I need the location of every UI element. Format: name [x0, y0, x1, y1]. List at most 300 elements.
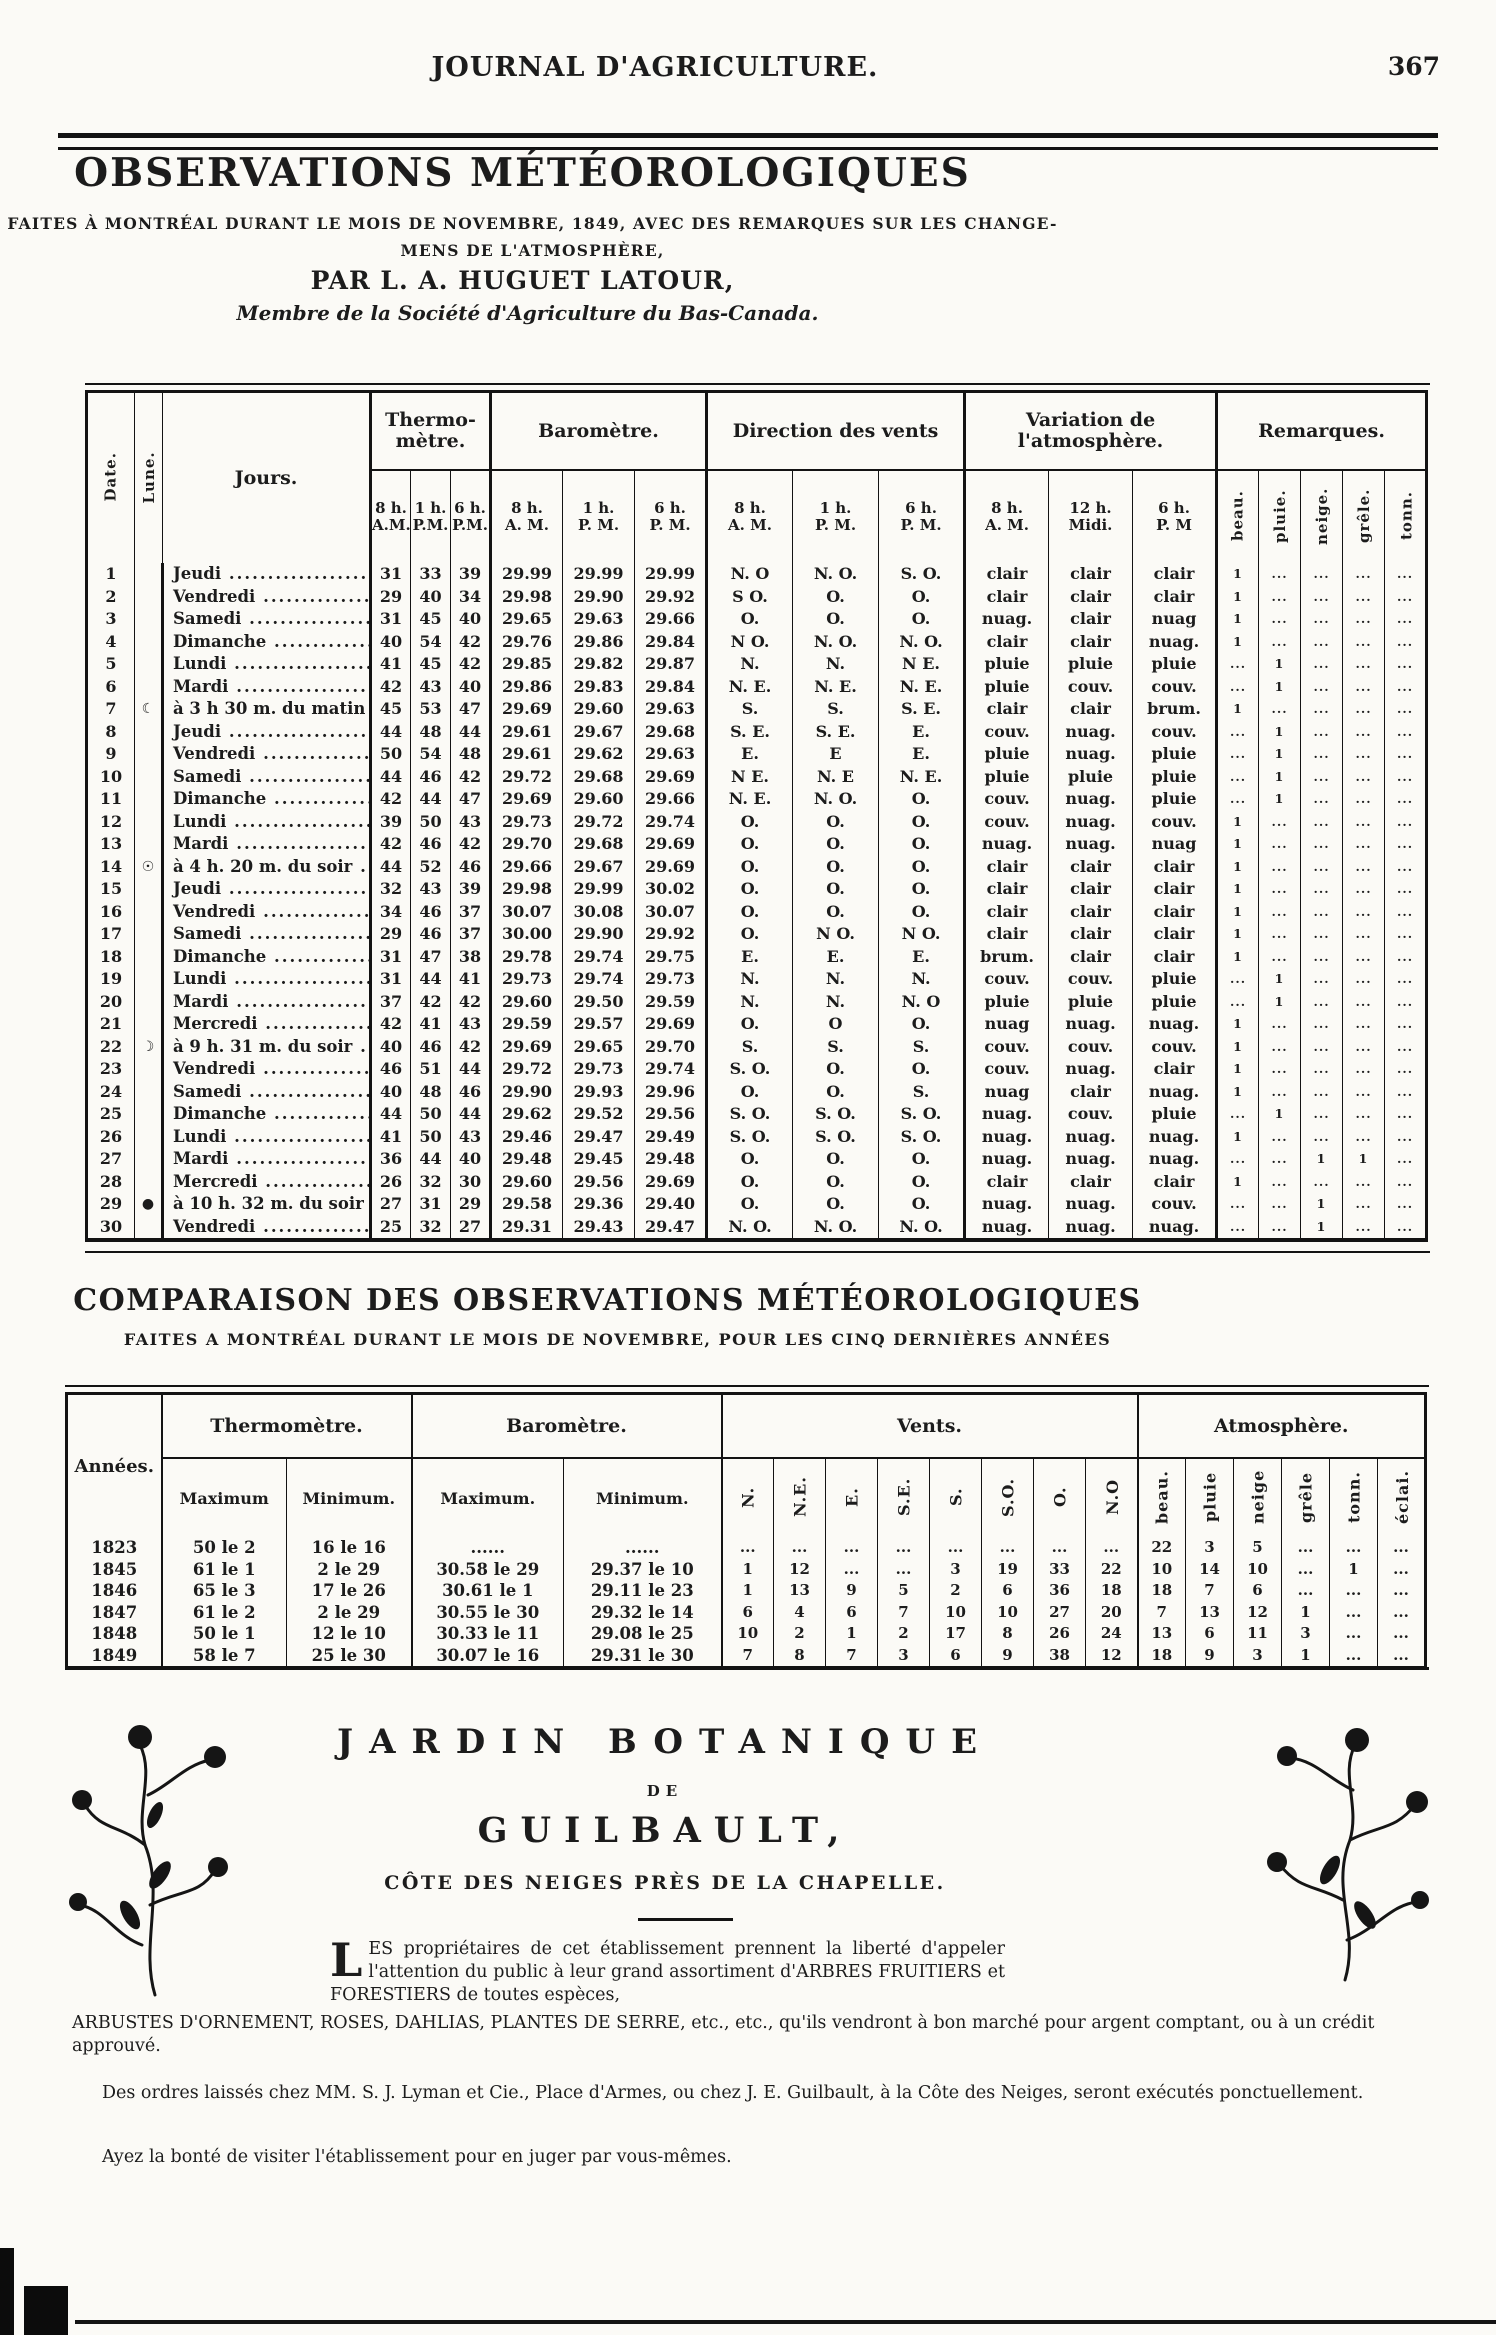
table-cell: pluie: [965, 653, 1049, 676]
table-cell: clair: [1133, 923, 1217, 946]
time-column-header: 8 h. A. M.: [707, 470, 793, 563]
table-cell: nuag: [1133, 833, 1217, 856]
time-column-header: 6 h. P. M.: [635, 470, 707, 563]
table-row: [87, 1013, 1427, 1036]
table-cell: 30.07 le 16: [412, 1645, 564, 1669]
table-cell: ...: [1343, 1058, 1385, 1081]
table-cell: 29.56: [635, 1103, 707, 1126]
table-row: [87, 676, 1427, 699]
table-cell: 29.66: [635, 788, 707, 811]
table-cell: 8: [774, 1645, 826, 1669]
table-cell: N E.: [879, 653, 965, 676]
table-cell: clair: [1133, 946, 1217, 969]
time-column-header: 8 h. A. M.: [491, 470, 563, 563]
time-column-header: 8 h. A.M.: [372, 499, 411, 534]
table-cell: ...: [1343, 676, 1385, 699]
table-cell: 50 le 1: [162, 1623, 287, 1645]
table-row: [87, 991, 1427, 1014]
table-cell: 27: [371, 1193, 411, 1216]
table-cell: 31: [411, 1193, 451, 1216]
table-cell: 28: [99, 1171, 123, 1191]
table-cell: 12: [1234, 1602, 1282, 1624]
table-cell: clair: [965, 698, 1049, 721]
table-cell: ...: [1259, 856, 1301, 879]
table-cell: 7: [722, 1645, 774, 1669]
table-cell: N.: [879, 968, 965, 991]
table-bottom-rule: [85, 1251, 1430, 1253]
table-cell: 29.74: [635, 1058, 707, 1081]
table-cell: ...: [1301, 586, 1343, 609]
table-cell: 42: [451, 833, 491, 856]
table-cell: couv.: [965, 721, 1049, 744]
table-cell: 29.62: [491, 1103, 563, 1126]
rotated-column-header: pluie: [1186, 1458, 1234, 1537]
table-cell: O.: [793, 901, 879, 924]
table-cell: [135, 721, 163, 744]
table-cell: 3: [1186, 1537, 1234, 1559]
table-cell: Vendredi .....: [163, 743, 371, 766]
table-cell: 29.69: [635, 856, 707, 879]
rotated-column-header: N.E.: [774, 1458, 826, 1537]
table-cell: 41: [371, 1126, 411, 1149]
table-cell: [135, 676, 163, 699]
table-cell: 61 le 1: [162, 1559, 287, 1581]
table-cell: ...: [1378, 1645, 1426, 1669]
table-cell: 29.92: [635, 586, 707, 609]
rotated-column-header: S.E.: [878, 1458, 930, 1537]
table-cell: 42: [451, 991, 491, 1014]
table-cell: couv.: [1133, 1193, 1217, 1216]
table-cell: 16 le 16: [287, 1537, 412, 1559]
table-cell: ...: [1330, 1537, 1378, 1559]
column-header: Minimum.: [564, 1458, 722, 1537]
table-row: [87, 1193, 1427, 1216]
table-cell: 44: [451, 1103, 491, 1126]
table-cell: ...: [1343, 698, 1385, 721]
table-cell: clair: [1133, 856, 1217, 879]
ad-intro-paragraph: [330, 1933, 1005, 2007]
table-cell: 46: [411, 766, 451, 789]
table-cell: pluie: [965, 991, 1049, 1014]
table-cell: ...: [1301, 721, 1343, 744]
table-cell: O.: [879, 856, 965, 879]
table-cell: 14: [1186, 1559, 1234, 1581]
table-cell: 8: [105, 721, 117, 741]
table-cell: 29.32 le 14: [564, 1602, 722, 1624]
table-cell: [135, 901, 163, 924]
table-cell: ...: [1343, 1126, 1385, 1149]
table-cell: N.: [793, 653, 879, 676]
table-cell: 4: [774, 1602, 826, 1624]
table-cell: 40: [371, 631, 411, 654]
table-cell: 29.68: [635, 721, 707, 744]
table-cell: ...: [1301, 1013, 1343, 1036]
table-cell: 40: [411, 586, 451, 609]
table-cell: nuag.: [1133, 1013, 1217, 1036]
table-cell: 29.78: [491, 946, 563, 969]
table-cell: clair: [1133, 586, 1217, 609]
table-cell: ...: [1385, 788, 1427, 811]
table-cell: Mercredi .....: [163, 1013, 371, 1036]
table-cell: ...: [1385, 901, 1427, 924]
table-cell: [135, 608, 163, 631]
atmosphere-group-header: Atmosphère.: [1138, 1394, 1426, 1459]
table-cell: clair: [1049, 1081, 1133, 1104]
table-row: [87, 586, 1427, 609]
table-cell: 29.83: [563, 676, 635, 699]
table-cell: S.: [707, 698, 793, 721]
table-cell: O.: [879, 1171, 965, 1194]
table-cell: ...: [1301, 1058, 1343, 1081]
table-cell: 58 le 7: [162, 1645, 287, 1669]
table-cell: ...: [1301, 653, 1343, 676]
table-cell: 15: [99, 879, 123, 898]
table-cell: N. O.: [879, 631, 965, 654]
table-cell: ...: [1385, 563, 1427, 586]
table-cell: ...: [1259, 563, 1301, 586]
table-cell: 2: [878, 1623, 930, 1645]
table-cell: 29.69: [491, 788, 563, 811]
table-cell: Samedi .....: [163, 923, 371, 946]
rotated-column-header: tonn.: [1385, 470, 1427, 563]
table-cell: ...: [1385, 766, 1427, 789]
table-cell: 44: [451, 721, 491, 744]
table-cell: nuag.: [965, 1193, 1049, 1216]
group-header-row: [67, 1394, 1426, 1459]
table-cell: ...: [1301, 811, 1343, 834]
table-cell: à 9 h. 31 m. du soir .....: [163, 1036, 371, 1059]
table-cell: 29.57: [563, 1013, 635, 1036]
barometer-group-header: Baromètre.: [491, 392, 707, 471]
table-cell: clair: [1049, 878, 1133, 901]
table-cell: 29.08 le 25: [564, 1623, 722, 1645]
table-cell: 3: [1234, 1645, 1282, 1669]
column-header: Minimum.: [287, 1458, 412, 1537]
table-row: [87, 766, 1427, 789]
table-cell: 1: [1259, 766, 1301, 789]
table-cell: 29.63: [563, 608, 635, 631]
table-cell: 1846: [91, 1581, 138, 1600]
rotated-column-header: O.: [1034, 1458, 1086, 1537]
table-cell: 39: [451, 878, 491, 901]
table-cell: pluie: [965, 766, 1049, 789]
table-cell: ...: [1217, 1193, 1259, 1216]
table-cell: E.: [793, 946, 879, 969]
table-cell: 29.93: [563, 1081, 635, 1104]
table-cell: [135, 788, 163, 811]
table-cell: 1: [1217, 856, 1259, 879]
table-cell: pluie: [1049, 991, 1133, 1014]
table-cell: 29.67: [563, 721, 635, 744]
table-cell: 29.68: [563, 833, 635, 856]
table-cell: 32: [411, 1171, 451, 1194]
table-cell: 25: [99, 1104, 123, 1123]
table-cell: 53: [411, 698, 451, 721]
rotated-column-header: grêle: [1282, 1458, 1330, 1537]
table-cell: 42: [371, 1013, 411, 1036]
table-cell: 36: [371, 1148, 411, 1171]
table-cell: 1: [1259, 743, 1301, 766]
table-cell: ...: [1217, 766, 1259, 789]
time-column-header: 1 h. P. M.: [563, 470, 635, 563]
table-cell: N. E.: [879, 766, 965, 789]
table-cell: ...: [1301, 901, 1343, 924]
comparison-top-rule: [65, 1385, 1429, 1387]
table-cell: 29.62: [563, 743, 635, 766]
table-cell: S. O.: [879, 1103, 965, 1126]
table-cell: E.: [707, 946, 793, 969]
table-cell: E.: [707, 743, 793, 766]
rotated-column-header: neige.: [1301, 470, 1343, 563]
table-cell: 1: [1217, 586, 1259, 609]
table-cell: 10: [1138, 1559, 1186, 1581]
table-cell: ...: [1301, 788, 1343, 811]
table-cell: ...: [1301, 766, 1343, 789]
observations-table: [85, 390, 1428, 1242]
table-cell: clair: [1049, 608, 1133, 631]
table-cell: N. O.: [793, 788, 879, 811]
table-cell: ...: [1343, 1193, 1385, 1216]
table-cell: 1823: [91, 1538, 138, 1557]
table-cell: O.: [707, 1081, 793, 1104]
table-cell: ...: [1301, 1103, 1343, 1126]
table-cell: O.: [793, 586, 879, 609]
table-cell: 48: [411, 721, 451, 744]
table-cell: nuag.: [1133, 631, 1217, 654]
table-cell: 6: [930, 1645, 982, 1669]
table-row: [67, 1623, 1426, 1645]
table-cell: 9: [826, 1580, 878, 1602]
ad-continuation-paragraph: ARBUSTES D'ORNEMENT, ROSES, DAHLIAS, PLANTES DE SERRE, etc., etc., qu'ils vendront à bon marché pour argent comptant, ou à un crédit approuvé.: [72, 2013, 1375, 2056]
table-cell: 31: [371, 608, 411, 631]
table-cell: Samedi .....: [163, 766, 371, 789]
table-cell: couv.: [965, 1058, 1049, 1081]
table-cell: Mardi .....: [163, 1148, 371, 1171]
table-cell: ...: [1378, 1580, 1426, 1602]
ad-title: JARDIN BOTANIQUE: [337, 1722, 993, 1762]
table-cell: O.: [707, 1193, 793, 1216]
table-cell: [135, 563, 163, 586]
table-cell: brum.: [965, 946, 1049, 969]
variation-label-line2: l'atmosphère.: [1017, 430, 1164, 452]
table-cell: N. O.: [793, 1216, 879, 1241]
table-cell: 29.69: [635, 833, 707, 856]
table-cell: ...: [1385, 608, 1427, 631]
scan-artifact: [24, 2286, 68, 2335]
table-cell: 29.72: [491, 766, 563, 789]
thermometer-group-header: Thermomètre.: [162, 1394, 412, 1459]
lune-column-header: Lune.: [135, 392, 163, 564]
table-cell: 11: [99, 789, 123, 808]
table-cell: 10: [982, 1602, 1034, 1624]
table-cell: ...: [1259, 631, 1301, 654]
table-cell: S. E.: [707, 721, 793, 744]
table-cell: clair: [1049, 856, 1133, 879]
table-cell: 25 le 30: [287, 1645, 412, 1669]
table-cell: O.: [879, 878, 965, 901]
atmosphere-variation-group-header: [965, 392, 1217, 471]
table-cell: clair: [1133, 878, 1217, 901]
table-cell: couv.: [1133, 676, 1217, 699]
table-cell: 29.74: [563, 946, 635, 969]
table-cell: 31: [371, 563, 411, 586]
table-cell: 29.98: [491, 878, 563, 901]
table-cell: 29.69: [635, 1013, 707, 1036]
table-cell: ...: [1217, 676, 1259, 699]
table-cell: 10: [99, 766, 123, 786]
table-cell: ...: [1385, 1148, 1427, 1171]
table-cell: S.: [793, 1036, 879, 1059]
table-cell: ...: [1301, 743, 1343, 766]
table-cell: ...: [878, 1537, 930, 1559]
table-cell: 29.99: [563, 878, 635, 901]
table-cell: ...: [722, 1537, 774, 1559]
table-cell: ...: [1385, 1036, 1427, 1059]
table-cell: S. O.: [793, 1103, 879, 1126]
table-cell: couv.: [1049, 1103, 1133, 1126]
table-cell: 7: [1138, 1602, 1186, 1624]
table-cell: nuag: [965, 1081, 1049, 1104]
table-cell: 30.33 le 11: [412, 1623, 564, 1645]
table-cell: ...: [1385, 833, 1427, 856]
table-cell: Mardi .....: [163, 991, 371, 1014]
table-cell: ...: [1282, 1537, 1330, 1559]
table-cell: 30.07: [491, 901, 563, 924]
table-cell: O.: [879, 1013, 965, 1036]
table-cell: 42: [451, 766, 491, 789]
table-cell: 1: [1217, 1058, 1259, 1081]
table-cell: 29.60: [491, 991, 563, 1014]
table-cell: 12: [99, 811, 123, 831]
table-cell: ...: [1385, 1013, 1427, 1036]
table-cell: 20: [1086, 1602, 1138, 1624]
table-cell: Lundi .....: [163, 1126, 371, 1149]
table-cell: clair: [965, 563, 1049, 586]
table-cell: 29.69: [491, 1036, 563, 1059]
table-cell: 29.59: [635, 991, 707, 1014]
table-cell: ...: [1259, 1216, 1301, 1241]
table-cell: pluie: [1133, 653, 1217, 676]
table-cell: ...: [1217, 721, 1259, 744]
table-row: [87, 1148, 1427, 1171]
table-cell: 1: [1217, 923, 1259, 946]
table-cell: 10: [722, 1623, 774, 1645]
table-cell: clair: [1049, 631, 1133, 654]
table-cell: 1: [1217, 563, 1259, 586]
table-cell: [135, 1171, 163, 1194]
table-cell: 30.58 le 29: [412, 1559, 564, 1581]
table-cell: ...: [1217, 653, 1259, 676]
table-cell: 1847: [91, 1602, 138, 1622]
table-cell: 38: [451, 946, 491, 969]
table-cell: 13: [99, 834, 123, 853]
table-cell: 1849: [91, 1645, 138, 1665]
ad-divider: [638, 1918, 733, 1921]
table-cell: clair: [1049, 946, 1133, 969]
table-cell: 44: [371, 766, 411, 789]
table-cell: clair: [1133, 901, 1217, 924]
table-cell: ...: [1217, 788, 1259, 811]
table-row: [87, 1036, 1427, 1059]
table-cell: ...: [1259, 923, 1301, 946]
table-cell: 29.72: [491, 1058, 563, 1081]
table-cell: Jeudi .....: [163, 878, 371, 901]
table-cell: 1: [1259, 1103, 1301, 1126]
table-cell: O.: [793, 1058, 879, 1081]
table-cell: 2: [774, 1623, 826, 1645]
table-cell: 30.02: [635, 878, 707, 901]
rotated-column-header: éclai.: [1378, 1458, 1426, 1537]
time-column-header: 1 h. P. M.: [793, 470, 879, 563]
masthead-divider: [58, 133, 1438, 150]
table-cell: O.: [793, 878, 879, 901]
table-cell: 25: [371, 1216, 411, 1241]
table-cell: 30.07: [635, 901, 707, 924]
table-cell: 41: [451, 968, 491, 991]
table-cell: 1: [1259, 653, 1301, 676]
table-cell: E: [793, 743, 879, 766]
table-cell: ......: [564, 1537, 722, 1559]
table-cell: 42: [451, 653, 491, 676]
table-cell: 1: [1259, 991, 1301, 1014]
drop-cap: L: [330, 1933, 363, 1987]
table-cell: 29: [451, 1193, 491, 1216]
table-cell: clair: [1049, 923, 1133, 946]
table-cell: ...: [1217, 1103, 1259, 1126]
table-cell: nuag.: [1133, 1216, 1217, 1241]
table-cell: 50: [411, 1126, 451, 1149]
table-cell: 9: [982, 1645, 1034, 1669]
table-cell: 50: [411, 1103, 451, 1126]
table-cell: 1: [1301, 1193, 1343, 1216]
barometer-group-header: Baromètre.: [412, 1394, 722, 1459]
table-cell: S. O.: [707, 1103, 793, 1126]
table-cell: nuag.: [1049, 1058, 1133, 1081]
table-cell: E.: [879, 743, 965, 766]
table-cell: 29.70: [491, 833, 563, 856]
table-cell: 1: [1217, 698, 1259, 721]
table-cell: 29.98: [491, 586, 563, 609]
variation-label-line1: Variation de: [1025, 409, 1156, 431]
table-cell: 1: [826, 1623, 878, 1645]
table-cell: 54: [411, 743, 451, 766]
rotated-column-header: pluie.: [1259, 470, 1301, 563]
table-cell: 1: [1217, 946, 1259, 969]
table-cell: 5: [105, 654, 117, 673]
table-cell: 1: [1217, 901, 1259, 924]
table-cell: 18: [99, 946, 123, 966]
table-cell: O.: [707, 1171, 793, 1194]
table-cell: [135, 586, 163, 609]
table-cell: [135, 743, 163, 766]
table-cell: N. O: [879, 991, 965, 1014]
table-cell: 3: [1282, 1623, 1330, 1645]
table-cell: 29.74: [563, 968, 635, 991]
table-row: [67, 1559, 1426, 1581]
table-cell: 29.50: [563, 991, 635, 1014]
table-cell: 29.65: [563, 1036, 635, 1059]
table-cell: [135, 811, 163, 834]
ad-visit-paragraph: Ayez la bonté de visiter l'établissement pour en juger par vous-mêmes.: [102, 2147, 732, 2167]
table-cell: ☉: [135, 856, 163, 879]
table-cell: 29.84: [635, 631, 707, 654]
table-row: [87, 946, 1427, 969]
scan-artifact: [0, 2248, 14, 2335]
table-cell: [135, 631, 163, 654]
table-row: [87, 1081, 1427, 1104]
table-cell: 31: [371, 946, 411, 969]
table-cell: 1: [722, 1559, 774, 1581]
